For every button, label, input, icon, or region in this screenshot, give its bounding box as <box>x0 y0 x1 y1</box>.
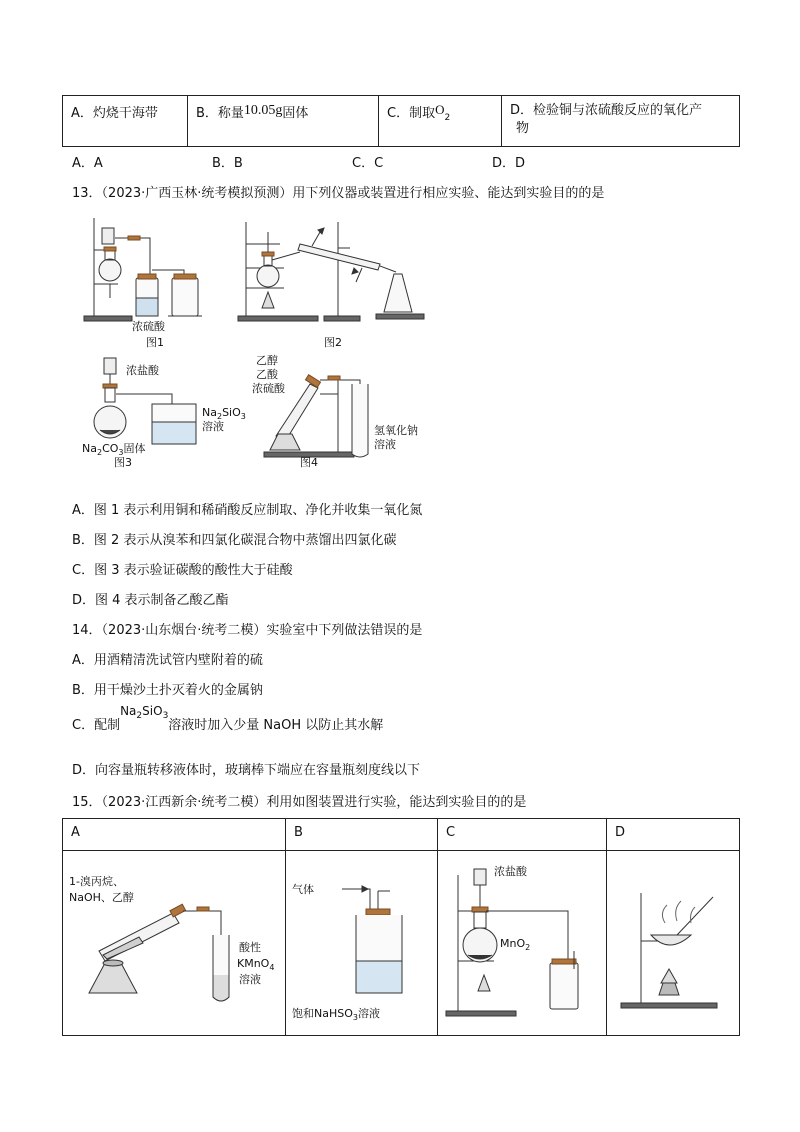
q12-cell-d <box>502 96 740 147</box>
q12-cell-d-line1: D．检验铜与浓硫酸反应的氧化产 <box>510 103 703 118</box>
q14-option-d[interactable]: D．向容量瓶转移液体时，玻璃棒下端应在容量瓶刻度线以下 <box>72 763 421 778</box>
q15-a-right-3: 溶液 <box>239 973 261 986</box>
q15-b-gas-label: 气体 <box>292 883 314 896</box>
q15-table <box>62 818 740 1036</box>
q12-cell-b-mass: 10.05g <box>243 103 283 118</box>
fig2-caption: 图2 <box>324 336 342 349</box>
q14-option-c[interactable] <box>72 704 384 735</box>
fig4-right-label-1: 氢氧化钠 <box>374 424 418 437</box>
fig3-right-label: $Na_2SiO_3$ <box>202 406 246 421</box>
q15-d-figure <box>607 851 737 1031</box>
q15-a-label-1: 1-溴丙烷、 <box>69 875 124 888</box>
q15-header-c: C <box>438 819 607 851</box>
q15-cell-b <box>286 851 438 1036</box>
q15-a-figure <box>63 851 285 1031</box>
q13-figures <box>80 208 440 468</box>
q13-option-a[interactable]: A．图 1 表示利用铜和稀硝酸反应制取、净化并收集一氧化氮 <box>72 503 423 518</box>
q14-stem: 14．（2023·山东烟台·统考二模）实验室中下列做法错误的是 <box>72 623 423 638</box>
q13-option-c[interactable]: C．图 3 表示验证碳酸的酸性大于硅酸 <box>72 563 293 578</box>
q12-cell-c-sub: 2 <box>444 113 451 123</box>
q12-option-d[interactable]: D．D <box>492 156 526 171</box>
fig3-caption: 图3 <box>114 456 132 468</box>
fig4-right-label-2: 溶液 <box>374 438 396 451</box>
q12-options <box>72 152 632 171</box>
q15-cell-c <box>438 851 607 1036</box>
q14-c-prefix: C．配制 <box>72 718 121 733</box>
q12-cell-a <box>63 96 188 147</box>
fig1-caption: 图1 <box>146 336 164 349</box>
q15-c-top-label: 浓盐酸 <box>494 865 527 878</box>
fig4-caption: 图4 <box>300 456 318 468</box>
q12-cell-c-text: C．制取 <box>387 106 436 121</box>
fig1-apparatus <box>84 218 202 321</box>
q14-c-formula: $Na_2SiO_3$ <box>120 704 169 721</box>
q15-c-mno2-label: MnO$_2$ <box>500 937 531 952</box>
q14-option-a[interactable]: A．用酒精清洗试管内壁附着的硫 <box>72 653 263 668</box>
q15-header-d: D <box>607 819 740 851</box>
q12-cell-b-text: B．称量 <box>196 106 244 121</box>
q12-option-a[interactable]: A．A <box>72 156 103 171</box>
q15-cell-a <box>63 851 286 1036</box>
q15-a-label-2: NaOH、乙醇 <box>69 891 134 904</box>
q15-a-right-1: 酸性 <box>239 941 261 954</box>
fig4-label-3: 浓硫酸 <box>252 382 285 395</box>
q13-stem: 13．（2023·广西玉林·统考模拟预测）用下列仪器或装置进行相应实验、能达到实验目的的是 <box>72 186 605 201</box>
q14-option-b[interactable]: B．用干燥沙土扑灭着火的金属钠 <box>72 683 263 698</box>
fig1-label: 浓硫酸 <box>132 320 165 333</box>
q12-option-b[interactable]: B．B <box>212 156 243 171</box>
q13-option-b[interactable]: B．图 2 表示从溴苯和四氯化碳混合物中蒸馏出四氯化碳 <box>72 533 397 548</box>
q12-table <box>62 95 740 147</box>
q13-option-d[interactable]: D．图 4 表示制备乙酸乙酯 <box>72 593 229 608</box>
q14-c-suffix: 溶液时加入少量 NaOH 以防止其水解 <box>168 718 384 733</box>
fig3-label-top: 浓盐酸 <box>126 364 159 377</box>
q15-stem: 15．（2023·江西新余·统考二模）利用如图装置进行实验，能达到实验目的的是 <box>72 795 527 810</box>
q12-cell-c <box>379 96 502 147</box>
fig3-left-label: $Na_2CO_3$固体 <box>82 442 146 457</box>
q12-cell-a-text: A．灼烧干海带 <box>71 106 158 121</box>
q15-a-right-2: KMnO$_4$ <box>237 957 275 972</box>
fig4-label-1: 乙醇 <box>256 354 278 367</box>
q15-c-figure <box>438 851 606 1031</box>
fig4-label-2: 乙酸 <box>256 368 278 381</box>
q12-cell-d-line2: 物 <box>516 121 530 136</box>
q15-cell-d <box>607 851 740 1036</box>
q15-header-a: A <box>63 819 286 851</box>
q15-b-solution-label: 饱和NaHSO$_3$溶液 <box>292 1007 380 1022</box>
q12-cell-b-text2: 固体 <box>282 106 309 121</box>
q12-cell-b <box>188 96 379 147</box>
fig3-right-label2: 溶液 <box>202 420 224 433</box>
fig2-apparatus <box>238 222 424 321</box>
q12-cell-c-o: O <box>435 102 445 117</box>
q15-header-b: B <box>286 819 438 851</box>
q15-b-figure <box>286 851 437 1031</box>
q12-option-c[interactable]: C．C <box>352 156 384 171</box>
